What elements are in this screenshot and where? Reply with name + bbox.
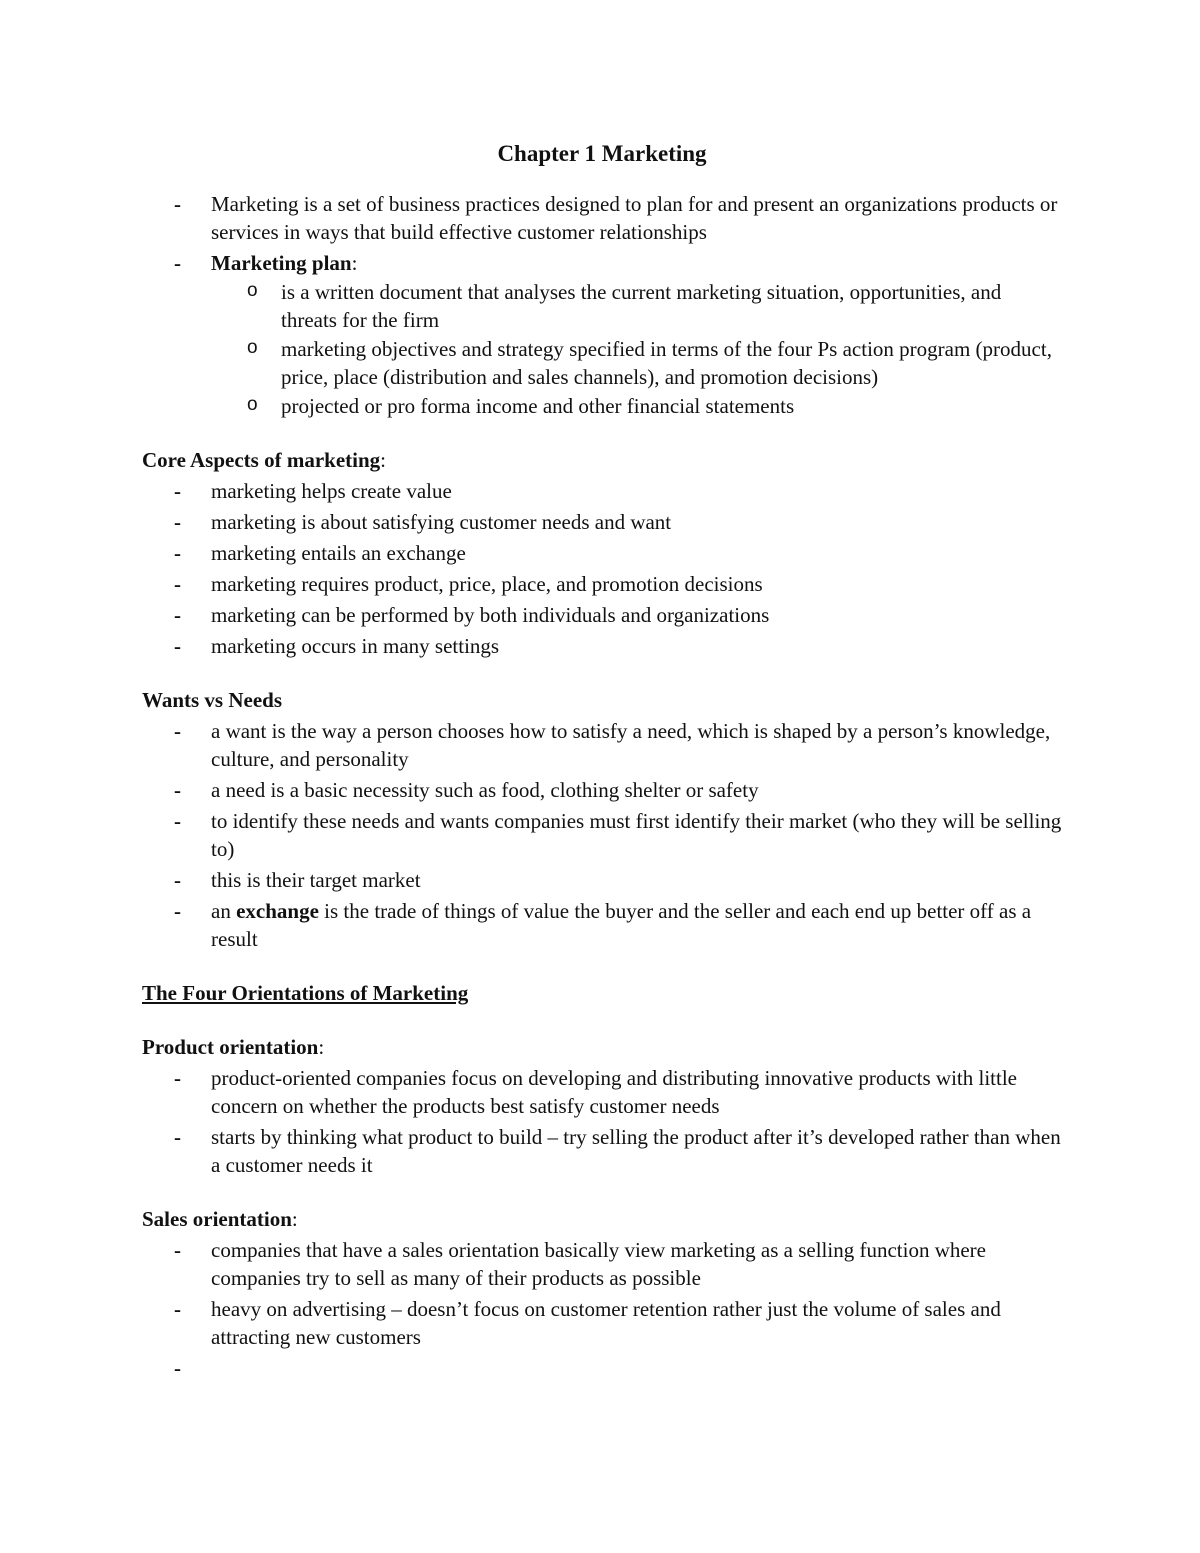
list-item: - this is their target market bbox=[142, 866, 1062, 894]
list-item: - marketing occurs in many settings bbox=[142, 632, 1062, 660]
list-item-exchange bbox=[142, 897, 1062, 953]
product-orientation-heading-text: Product orientation bbox=[142, 1035, 319, 1059]
list-item-empty bbox=[142, 1354, 1062, 1382]
sales-orientation-colon: : bbox=[291, 1207, 298, 1231]
list-item: - starts by thinking what product to build – try selling the product after it’s developed rather than when a customer needs it bbox=[142, 1123, 1062, 1179]
core-aspects-heading bbox=[142, 446, 1062, 474]
exchange-post: is the trade of things of value the buyer and the seller and each end up better off as a result bbox=[211, 899, 1032, 951]
marketing-plan-sublist bbox=[211, 278, 1062, 420]
list-item: - marketing requires product, price, place, and promotion decisions bbox=[142, 570, 1062, 598]
exchange-pre: an bbox=[211, 899, 237, 923]
product-orientation-colon: : bbox=[318, 1035, 325, 1059]
sales-orientation-list bbox=[142, 1236, 1062, 1382]
core-aspects-heading-text: Core Aspects of marketing bbox=[142, 448, 381, 472]
list-item: - marketing helps create value bbox=[142, 477, 1062, 505]
document-page bbox=[142, 140, 1062, 1385]
wants-needs-heading: Wants vs Needs bbox=[142, 688, 283, 712]
list-item: - heavy on advertising – doesn’t focus on customer retention rather just the volume of sales and attracting new customers bbox=[142, 1295, 1062, 1351]
core-aspects-list bbox=[142, 477, 1062, 660]
sales-orientation-heading-text: Sales orientation bbox=[142, 1207, 292, 1231]
sales-orientation-heading bbox=[142, 1205, 1062, 1233]
wants-needs-list bbox=[142, 717, 1062, 953]
four-orientations-heading: The Four Orientations of Marketing bbox=[142, 981, 469, 1005]
sub-list-item: o marketing objectives and strategy specified in terms of the four Ps action program (product, price, place (distribution and sales channels), and promotion decisions) bbox=[211, 335, 1062, 391]
list-item: - companies that have a sales orientation basically view marketing as a selling function where companies try to sell as many of their products as possible bbox=[142, 1236, 1062, 1292]
list-item: - Marketing is a set of business practices designed to plan for and present an organizations products or services in ways that build effective customer relationships bbox=[142, 190, 1062, 246]
list-item: - marketing is about satisfying customer needs and want bbox=[142, 508, 1062, 536]
list-item: - a want is the way a person chooses how to satisfy a need, which is shaped by a person’s knowledge, culture, and personality bbox=[142, 717, 1062, 773]
core-aspects-colon: : bbox=[380, 448, 387, 472]
list-item-marketing-plan bbox=[142, 249, 1062, 420]
intro-list bbox=[142, 190, 1062, 420]
list-item: - marketing can be performed by both individuals and organizations bbox=[142, 601, 1062, 629]
product-orientation-list bbox=[142, 1064, 1062, 1179]
list-item: - marketing entails an exchange bbox=[142, 539, 1062, 567]
marketing-plan-label: Marketing plan bbox=[211, 251, 352, 275]
exchange-term: exchange bbox=[236, 899, 319, 923]
sub-list-item: o projected or pro forma income and other financial statements bbox=[211, 392, 1062, 420]
marketing-plan-colon: : bbox=[351, 251, 358, 275]
list-item: - product-oriented companies focus on developing and distributing innovative products with little concern on whether the products best satisfy customer needs bbox=[142, 1064, 1062, 1120]
sub-list-item: o is a written document that analyses the current marketing situation, opportunities, and threats for the firm bbox=[211, 278, 1062, 334]
page-title: Chapter 1 Marketing bbox=[497, 141, 707, 166]
list-item: - a need is a basic necessity such as food, clothing shelter or safety bbox=[142, 776, 1062, 804]
product-orientation-heading bbox=[142, 1033, 1062, 1061]
list-item: - to identify these needs and wants companies must first identify their market (who they will be selling to) bbox=[142, 807, 1062, 863]
